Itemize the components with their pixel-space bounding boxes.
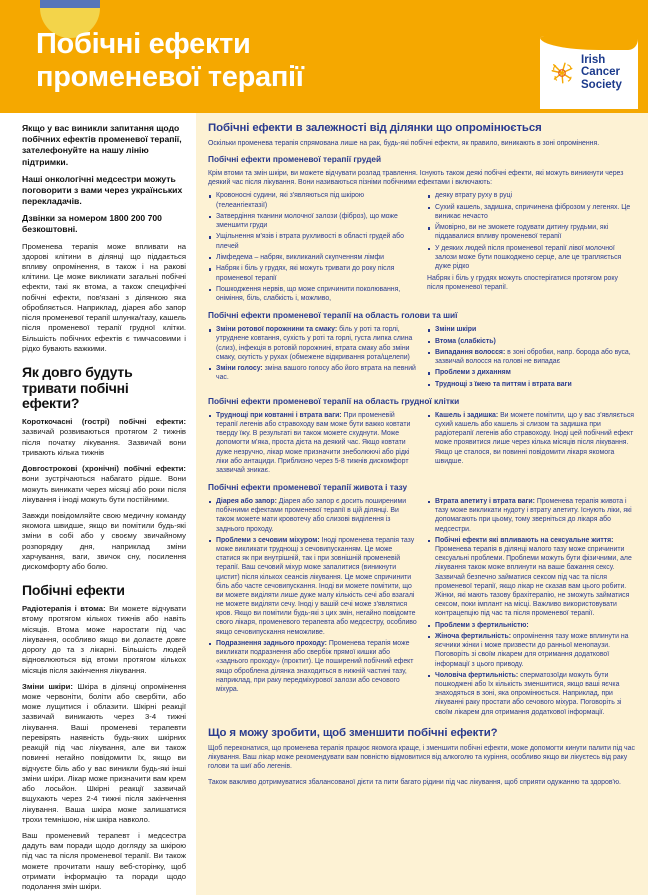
list-item-label: Зміни ротової порожнини та смаку:	[216, 326, 338, 334]
chest-left-list	[208, 411, 417, 475]
list-item-label: Діарея або запор:	[216, 498, 277, 506]
list-item-label: Труднощі при ковтанні і втрата ваги:	[216, 411, 342, 419]
list-item	[427, 671, 636, 717]
head-neck-right-column	[427, 325, 636, 392]
list-item-label: Втрата апетиту і втрата ваги:	[435, 498, 535, 506]
list-item-text: в зоні обробки, напр. борода або вуса, зазвичай волосся на голові не випадає	[435, 348, 631, 366]
sidebar-heading-effects: Побічні ефекти	[22, 582, 125, 599]
section-heading-head-neck: Побічні ефекти променевої терапії на область голови та шиї	[208, 310, 458, 321]
list-item-text: опромінення тазу може вплинути на яєчники жінки і може призвести до ранньої менопаузи. Поговоріть зі своїм лікарем для отримання додаткової інформації з цього приводу.	[435, 633, 629, 668]
sidebar-inform-team-text: Завжди повідомляйте свою медичну команду якомога швидше, якщо ви помітили будь-які зміни в собі або у своєму звичайному розпорядку дня, наприклад зміни харчування, ваги, звичок сну, посилення дискомфорту або болю.	[22, 511, 186, 572]
list-item	[427, 325, 636, 334]
breast-right-column	[427, 191, 636, 296]
list-item	[427, 621, 636, 630]
list-item: Затвердіння тканини молочної залози (фіброз), що може зменшити груди	[208, 212, 417, 230]
list-item	[208, 364, 417, 382]
main-intro-paragraph: Оскільки променева терапія спрямована лише на рак, будь-які побічні ефекти, як правило, виникають в зоні опромінення.	[208, 140, 600, 148]
list-item-label: Втома (слабкість)	[435, 337, 496, 345]
list-item-label: Проблеми з диханням	[435, 369, 511, 377]
head-neck-columns	[208, 325, 636, 392]
list-item-label: Побічні ефекти які впливають на сексуальне життя:	[435, 536, 614, 544]
support-line-lead-2: Наші онкологічні медсестри можуть поговорити з вами через українських перекладачів.	[22, 173, 183, 207]
sidebar-fatigue-label: Радіотерапія і втома:	[22, 604, 106, 614]
list-item: деяку втрату руху в руці	[427, 191, 636, 200]
section-heading-chest: Побічні ефекти променевої терапії на область грудної клітки	[208, 395, 460, 406]
list-item-label: Подразнення заднього проходу:	[216, 640, 327, 648]
breast-columns	[208, 191, 636, 306]
list-item	[208, 325, 417, 362]
head-neck-left-list	[208, 325, 417, 382]
page-title-line-1: Побічні ефекти	[36, 28, 251, 60]
list-item: Ущільнення м'язів і втрата рухливості в області грудей або плечей	[208, 232, 417, 250]
list-item-label: Випадання волосся:	[435, 348, 506, 356]
logo-inner	[547, 54, 622, 91]
poster-content	[0, 113, 648, 895]
main-heading-reduce-effects: Що я можу зробити, щоб зменшити побічні ефекти?	[208, 726, 498, 739]
list-item-label: Зміни голосу:	[216, 365, 263, 373]
main-heading-by-area: Побічні ефекти в залежності від ділянки що опромінюється	[208, 122, 542, 134]
sidebar-fatigue	[22, 604, 186, 676]
breast-left-column	[208, 191, 417, 306]
head-neck-left-column	[208, 325, 417, 385]
list-item	[427, 497, 636, 534]
list-item-label: Проблеми з фертильністю:	[435, 621, 529, 629]
logo-wordmark	[581, 54, 622, 91]
list-item-text: сперматозоїди можуть бути пошкоджені або їх кількість зменшитися, якщо ваші яєчка знаходяться в зоні, яка опромінюється. Наприклад, при лікуванні раку простати або сечового міхура. Поговоріть зі своїм лікарем для отримання додаткової інформації.	[435, 671, 622, 716]
list-item	[208, 536, 417, 637]
sidebar-skin-label: Зміни шкіри:	[22, 681, 73, 691]
list-item	[427, 411, 636, 466]
list-item	[427, 337, 636, 346]
list-item-label: Кашель і задишка:	[435, 411, 499, 419]
list-item	[208, 639, 417, 694]
sidebar-chronic-text: вони зустрічаються набагато рідше. Вони можуть виникати через місяці або роки після лікування і іноді можуть бути постійними.	[22, 474, 186, 504]
sidebar-chronic-effects	[22, 464, 186, 505]
reduce-paragraph-2: Також важливо дотримуватися збалансованої дієти та пити багато рідини під час лікування, щоб сприяти одужанню та здоров'ю.	[208, 779, 621, 787]
sidebar-acute-text: зазвичай розвиваються протягом 2 тижнів після початку лікування. Зазвичай вони тривають кілька тижнів	[22, 427, 186, 457]
sidebar-skin-changes	[22, 682, 186, 825]
support-line-phone: Дзвінки за номером 1800 200 700 безкоштовні.	[22, 213, 162, 235]
support-line-lead-1: Якщо у вас виникли запитання щодо побічних ефектів променевої терапії, зателефонуйте на нашу лінію підтримки.	[22, 123, 182, 167]
list-item-text: зміна вашого голосу або його втрата на певний час.	[216, 365, 416, 382]
list-item-label: Жіноча фертильність:	[435, 633, 512, 641]
sidebar-skin-advice: Ваш променевий терапевт і медсестра дадуть вам поради щодо догляду за шкірою під час та після променевої терапії. Ви також можете прочитати нашу веб-сторінку, щоб отримати інформацію та поради щодо подолання змін шкіри.	[22, 831, 186, 892]
list-item	[427, 632, 636, 669]
page-title	[36, 28, 466, 94]
list-item: Набряк і біль у грудях, які можуть тривати до року після променевої терапії	[208, 264, 417, 282]
list-item: Ймовірно, ви не зможете годувати дитину грудьми, які піддавалися впливу променевої терапії	[427, 223, 636, 241]
list-item-text: Діарея або запор є досить поширеними побічними ефектами променевої терапії в цій ділянці. Ви також можете мати кровотечу або слизові виділення із заднього проходу.	[216, 498, 407, 533]
abdomen-right-list	[427, 497, 636, 717]
page-title-line-2: променевої терапії	[36, 60, 304, 93]
sidebar-heading-duration: Як довго будуть тривати побічні ефекти?	[22, 364, 133, 412]
chest-right-list	[427, 411, 636, 466]
list-item-label: Чоловіча фертильність:	[435, 671, 519, 679]
logo-wave-shape	[540, 36, 638, 50]
irish-cancer-society-logo	[540, 36, 638, 109]
breast-intro-paragraph: Крім втоми та змін шкіри, ви можете відчувати розлад травлення. Існують також деякі побічні ефекти, які можуть виникнути через деякий час після лікування. Вони називаються пізніми побічними ефектами і включають:	[208, 170, 624, 187]
list-item-text: Променева терапія в ділянці малого тазу може спричинити сексуальні проблеми. Проблеми можуть бути фізичними, але лікування також може вплинути на ваше бажання сексу. Зазвичай безпечно займатися сексом під час та після променевої терапії, якщо лікар не сказав вам цього робити. Жінки, які мають тазову брахітерапію, не зможуть займатися сексом, поки імплант на місці. Важливо використовувати контрацепцію під час та після променевої терапії.	[435, 546, 632, 618]
list-item-text: Променева терапія живота і тазу може викликати нудоту і втрату апетиту. Існують ліки, які допомагають при цьому, тому зверніться до лікаря або медсестри.	[435, 498, 632, 533]
daffodil-icon	[547, 58, 577, 88]
abdomen-left-column	[208, 497, 417, 697]
breast-left-list	[208, 191, 417, 303]
sidebar-acute-effects	[22, 417, 186, 458]
list-item	[208, 411, 417, 475]
sidebar-column	[0, 113, 196, 895]
list-item-label: Труднощі з їжею та питтям і втрата ваги	[435, 380, 572, 388]
chest-right-column	[427, 411, 636, 469]
breast-swelling-note: Набряк і біль у грудях можуть спостерігатися протягом року після променевої терапії.	[427, 275, 618, 292]
list-item-label: Проблеми з сечовим міхуром:	[216, 536, 320, 544]
logo-text-line-3: Society	[581, 78, 622, 91]
list-item: Лімфедема – набряк, викликаний скупченням лімфи	[208, 253, 417, 262]
sidebar-fatigue-text: Ви можете відчувати втому протягом кількох тижнів або навіть місяців. Втома може наростати під час лікування, особливо якщо ви долаєте довге дорогу до та з лікарні. Більшість людей відновлюються від втоми протягом кількох місяців після закінчення лікування.	[22, 604, 186, 675]
list-item: Сухий кашель, задишка, спричинена фіброзом у легенях. Це виникає нечасто	[427, 203, 636, 221]
poster-header	[0, 0, 648, 113]
list-item: Кровоносні судини, які з'являються під шкірою (телеангіектазії)	[208, 191, 417, 209]
logo-text-line-2: Cancer	[581, 66, 620, 79]
sidebar-acute-label: Короткочасні (гострі) побічні ефекти:	[22, 417, 186, 427]
flag-blue-half	[40, 0, 100, 8]
breast-right-list	[427, 191, 636, 271]
list-item: У деяких людей після променевої терапії лівої молочної залози може бути пошкоджено серце, але це трапляється дуже рідко	[427, 244, 636, 272]
section-heading-abdomen-pelvis: Побічні ефекти променевої терапії живота і тазу	[208, 482, 408, 493]
sidebar-skin-text: Шкіра в ділянці опромінення може червоніти, боліти або свербіти, або може лущитися і облазити. Шкірні реакції зазвичай виникають через 3-4 тижні лікування. Ваші променеві терапевти перевірять наявність будь-яких шкірних реакцій під час лікування, але ви також повинні негайно повідомити їх, якщо ви відчуєте біль або у вас виникли будь-які інші зміни шкіри. Лікар може призначити вам крем або лосьйон. Шкірні реакції зазвичай вщухають через 2-4 тижні після закінчення лікування. Ваша шкіра може залишатися трохи темнішою, ніж шкіра навколо.	[22, 681, 186, 824]
reduce-paragraph-1: Щоб переконатися, що променева терапія працює якомога краще, і зменшити побічні ефекти, може допомогти кинути палити під час лікування. Ваш лікар може рекомендувати вам повністю відмовитися від алкоголю та куріння, особливо якщо ви лікуєтесь від раку голови та шиї або легенів.	[208, 744, 635, 771]
list-item	[427, 368, 636, 377]
logo-text-line-1: Irish	[581, 54, 606, 66]
abdomen-right-column	[427, 497, 636, 720]
list-item	[208, 497, 417, 534]
head-neck-right-list	[427, 325, 636, 389]
sidebar-chronic-label: Довгострокові (хронічні) побічні ефекти:	[22, 464, 186, 474]
list-item-text: При променевій терапії легенів або стравоходу вам може бути важко ковтати тверду їжу. В результаті ви також можете схуднути. Може допомогти м'яка, проста дієта на деякий час. Якщо ковтати дуже незручно, лікар може призначити знеболюючі або рідкі ліки або антациди. Приблизно через 5-8 тижнів дискомфорт зазвичай зникає.	[216, 411, 411, 474]
list-item-text: біль у роті та горлі, утруднене ковтання, сухість у роті та горлі, густа липка слина (слиз), інфекція в ротовій порожнині, втрата смаку або зміни смаку, скутість у рухах (обмежене відкривання рота/щелепи)	[216, 326, 413, 361]
list-item	[427, 348, 636, 366]
list-item-text: Ви можете помітити, що у вас з'являється сухий кашель або кашель зі слизом та задишка при радіотерапії легенів або стравоходу. Іноді цей побічний ефект може проявитися лише через кілька місяців після лікування. Якщо це сталося, ви повинні повідомити лікаря якомога швидше.	[435, 411, 635, 465]
abdomen-left-list	[208, 497, 417, 694]
section-heading-breast: Побічні ефекти променевої терапії грудей	[208, 154, 382, 165]
list-item	[427, 536, 636, 619]
sidebar-intro-paragraph: Променева терапія може впливати на здорові клітини в ділянці що піддається впливу опромінення, в також і на ракові клітини. Це може викликати загальні побічні ефекти, такі як втома, а також специфічні побічні ефекти, пов'язані з ділянкою яка обробляється. Наприклад, діарея або запор після променевої терапії шлунка/тазу, кашель після променевої терапії грудної клітки. Більшість побічних ефектів є тимчасовими і рідко бувають важкими.	[22, 241, 186, 353]
list-item-text: Іноді променева терапія тазу може викликати труднощі з сечовипусканням. Це може статися як при внутрішній, так і при зовнішній променевій терапії. Ваш сечовий міхур може запалитися (виникнути цистит) після кількох сеансів лікування. Це може спричинити біль або часте сечовипускання. Іноді ви можете помітити, що ви можете виділяти лише дуже малу кількість сечі або взагалі не можете виділяти сечу. Іноді у вашій сечі може з'являтися кров. Якщо ви помітили будь-які з цих змін, негайно повідомте свого лікаря, променевого терапевта або медсестру, особливо якщо сечовипускання неможливе.	[216, 536, 417, 636]
list-item: Пошкодження нервів, що може спричинити поколювання, оніміння, біль, слабкість і, можливо,	[208, 285, 417, 303]
main-column	[196, 113, 648, 895]
abdomen-columns	[208, 497, 636, 720]
chest-left-column	[208, 411, 417, 478]
list-item-text: Променева терапія може викликати подразнення або свербіж прямої кишки або «заднього проходу» (проктит). Це поширений побічний ефект якщо оброблена ділянка знаходиться в нижній частині тазу, наприклад, при раку передміхурової залози або сечового міхура.	[216, 640, 414, 693]
chest-columns	[208, 411, 636, 478]
list-item-label: Зміни шкіри	[435, 326, 477, 334]
list-item	[427, 380, 636, 389]
